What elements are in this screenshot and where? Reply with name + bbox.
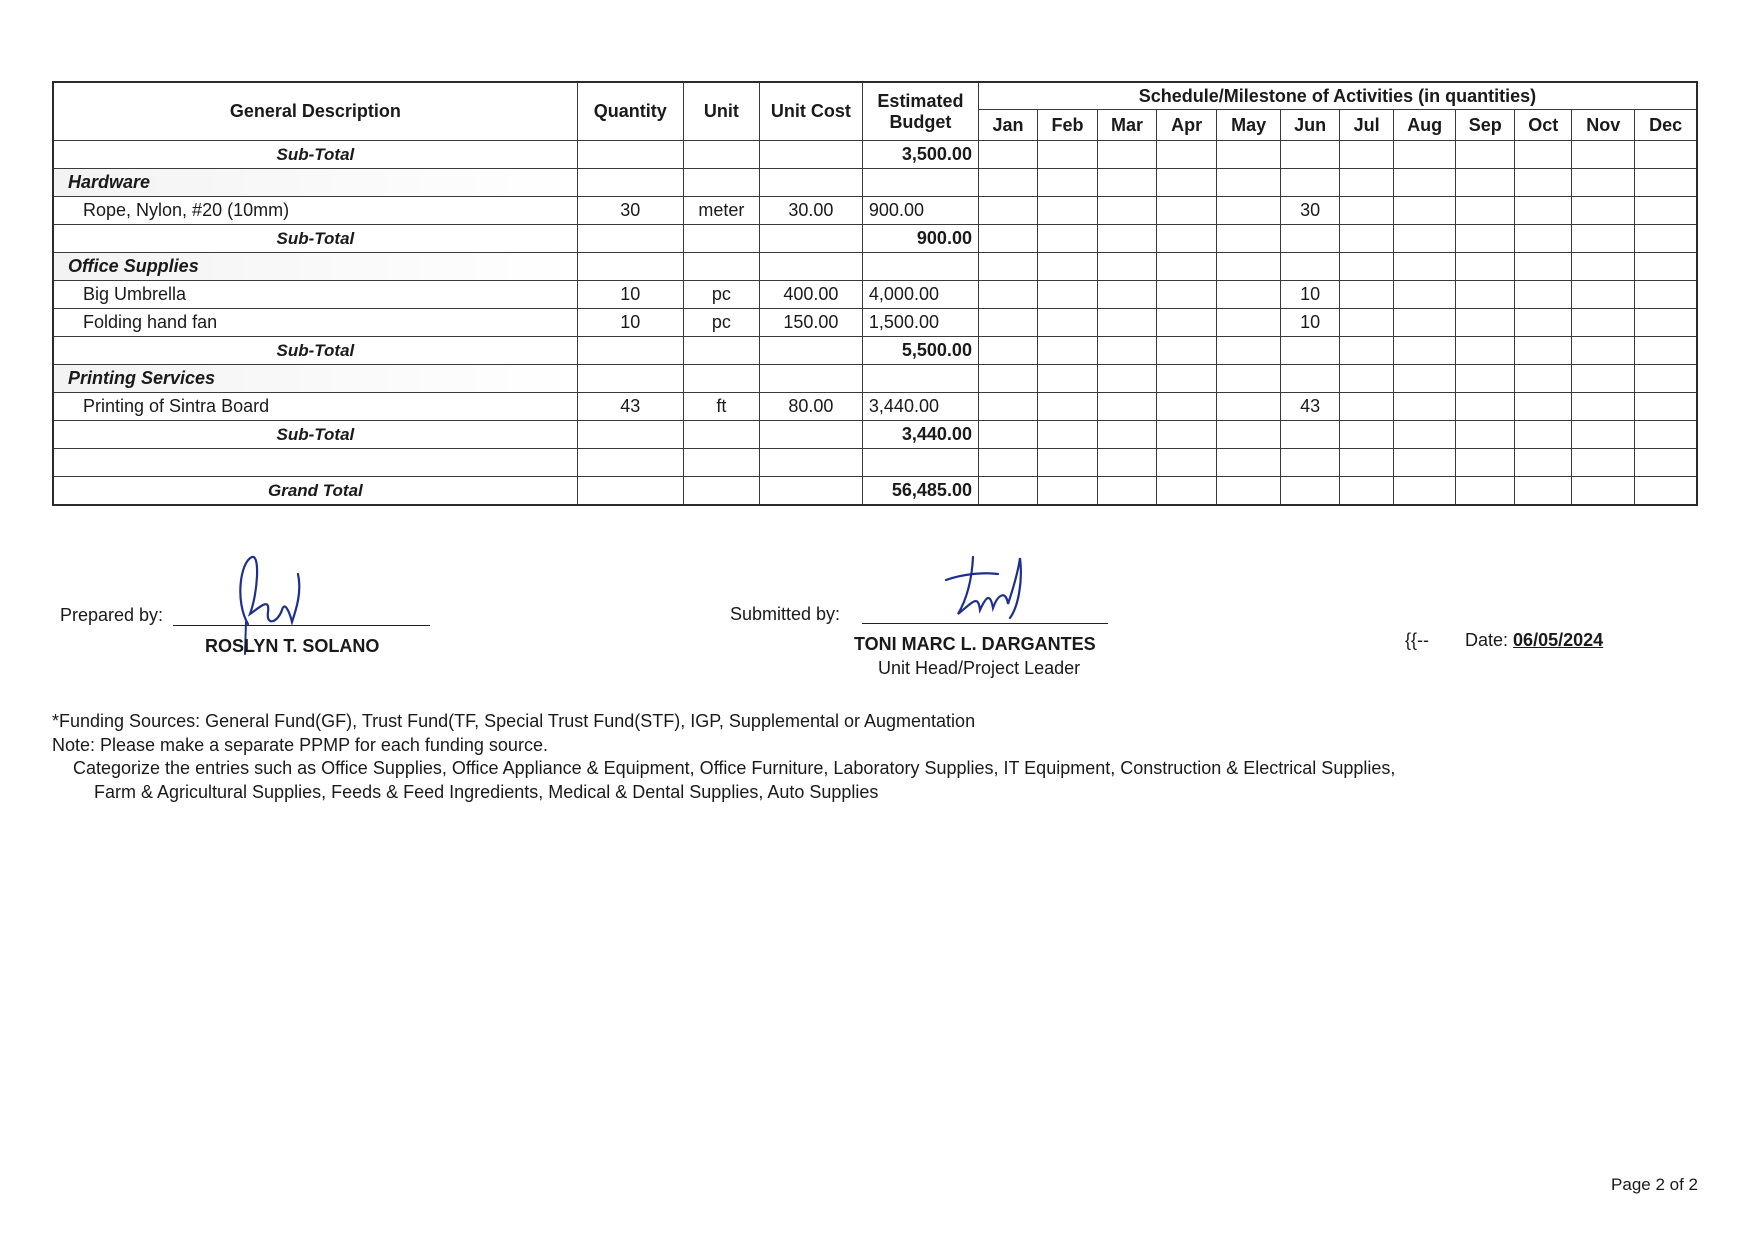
- row-label: Sub-Total: [53, 141, 577, 169]
- quantity-cell: 10: [577, 309, 683, 337]
- header-month-dec: Dec: [1635, 110, 1697, 141]
- row-label: Grand Total: [53, 477, 577, 506]
- quantity-cell: 30: [577, 197, 683, 225]
- month-cell-feb: [1038, 197, 1098, 225]
- month-cell-jun: [1281, 449, 1340, 477]
- month-cell-feb: [1038, 309, 1098, 337]
- month-cell-oct: [1515, 393, 1572, 421]
- month-cell-aug: [1394, 141, 1456, 169]
- empty-cell: [683, 253, 759, 281]
- blank-row: [53, 449, 1697, 477]
- subtotal-row: [53, 421, 1697, 449]
- month-cell-jun: 10: [1281, 309, 1340, 337]
- budget-cell: 3,440.00: [862, 393, 978, 421]
- month-cell-jan: [978, 197, 1037, 225]
- month-cell-dec: [1635, 281, 1697, 309]
- grand-total-row: [53, 477, 1697, 506]
- empty-cell: [683, 449, 759, 477]
- month-cell-apr: [1157, 225, 1217, 253]
- header-month-jan: Jan: [978, 110, 1037, 141]
- month-cell-may: [1217, 141, 1281, 169]
- budget-cell: 900.00: [862, 225, 978, 253]
- header-month-apr: Apr: [1157, 110, 1217, 141]
- month-cell-nov: [1572, 281, 1635, 309]
- month-cell-jan: [978, 253, 1037, 281]
- month-cell-dec: [1635, 477, 1697, 506]
- header-month-sep: Sep: [1456, 110, 1515, 141]
- empty-cell: [683, 365, 759, 393]
- month-cell-sep: [1456, 281, 1515, 309]
- item-row: [53, 393, 1697, 421]
- month-cell-jan: [978, 337, 1037, 365]
- month-cell-aug: [1394, 169, 1456, 197]
- month-cell-jan: [978, 141, 1037, 169]
- empty-cell: [577, 365, 683, 393]
- month-cell-aug: [1394, 365, 1456, 393]
- month-cell-mar: [1098, 169, 1157, 197]
- month-cell-may: [1217, 169, 1281, 197]
- month-cell-may: [1217, 337, 1281, 365]
- month-cell-nov: [1572, 393, 1635, 421]
- quantity-cell: [577, 337, 683, 365]
- month-cell-jun: [1281, 225, 1340, 253]
- unit-cell: [683, 337, 759, 365]
- month-cell-dec: [1635, 309, 1697, 337]
- month-cell-jul: [1340, 393, 1394, 421]
- month-cell-jul: [1340, 337, 1394, 365]
- month-cell-sep: [1456, 197, 1515, 225]
- header-month-jun: Jun: [1281, 110, 1340, 141]
- month-cell-mar: [1098, 197, 1157, 225]
- month-cell-sep: [1456, 225, 1515, 253]
- item-description: Printing of Sintra Board: [53, 393, 577, 421]
- month-cell-jul: [1340, 365, 1394, 393]
- month-cell-mar: [1098, 365, 1157, 393]
- header-estimated-line2: Budget: [889, 111, 952, 132]
- month-cell-mar: [1098, 253, 1157, 281]
- month-cell-apr: [1157, 309, 1217, 337]
- subtotal-row: [53, 141, 1697, 169]
- month-cell-sep: [1456, 337, 1515, 365]
- quantity-cell: [577, 477, 683, 506]
- month-cell-oct: [1515, 477, 1572, 506]
- month-cell-dec: [1635, 449, 1697, 477]
- month-cell-mar: [1098, 337, 1157, 365]
- quantity-cell: 10: [577, 281, 683, 309]
- submitted-by-role: Unit Head/Project Leader: [878, 658, 1081, 678]
- month-cell-apr: [1157, 477, 1217, 506]
- unit-cell: pc: [683, 281, 759, 309]
- month-cell-jul: [1340, 449, 1394, 477]
- header-quantity: Quantity: [577, 82, 683, 141]
- month-cell-feb: [1038, 337, 1098, 365]
- categorize-note-line2: Farm & Agricultural Supplies, Feeds & Feed Ingredients, Medical & Dental Supplies, Auto Supplies: [94, 781, 879, 802]
- month-cell-nov: [1572, 337, 1635, 365]
- budget-cell: 900.00: [862, 197, 978, 225]
- month-cell-feb: [1038, 449, 1098, 477]
- month-cell-aug: [1394, 449, 1456, 477]
- month-cell-aug: [1394, 337, 1456, 365]
- header-schedule: Schedule/Milestone of Activities (in quantities): [978, 82, 1697, 110]
- empty-cell: [759, 253, 862, 281]
- month-cell-jun: [1281, 337, 1340, 365]
- quantity-cell: [577, 421, 683, 449]
- item-row: [53, 281, 1697, 309]
- month-cell-may: [1217, 197, 1281, 225]
- month-cell-sep: [1456, 365, 1515, 393]
- month-cell-dec: [1635, 141, 1697, 169]
- month-cell-oct: [1515, 421, 1572, 449]
- header-month-feb: Feb: [1038, 110, 1098, 141]
- notes-block: [52, 710, 1395, 804]
- month-cell-apr: [1157, 281, 1217, 309]
- month-cell-jan: [978, 309, 1037, 337]
- month-cell-jun: 30: [1281, 197, 1340, 225]
- unit-cost-cell: [759, 421, 862, 449]
- month-cell-dec: [1635, 421, 1697, 449]
- month-cell-may: [1217, 225, 1281, 253]
- month-cell-apr: [1157, 393, 1217, 421]
- unit-cost-cell: 30.00: [759, 197, 862, 225]
- month-cell-jun: [1281, 169, 1340, 197]
- row-label: Sub-Total: [53, 337, 577, 365]
- submitted-by-name: TONI MARC L. DARGANTES: [854, 634, 1096, 654]
- month-cell-nov: [1572, 253, 1635, 281]
- date-field: [1465, 630, 1603, 651]
- unit-cost-cell: 400.00: [759, 281, 862, 309]
- unit-cell: [683, 141, 759, 169]
- month-cell-jul: [1340, 197, 1394, 225]
- month-cell-aug: [1394, 225, 1456, 253]
- page-number: Page 2 of 2: [1611, 1175, 1698, 1194]
- month-cell-may: [1217, 309, 1281, 337]
- header-unit-cost: Unit Cost: [759, 82, 862, 141]
- empty-cell: [759, 365, 862, 393]
- month-cell-sep: [1456, 449, 1515, 477]
- month-cell-dec: [1635, 253, 1697, 281]
- row-label: Sub-Total: [53, 421, 577, 449]
- unit-cell: pc: [683, 309, 759, 337]
- empty-cell: [577, 169, 683, 197]
- empty-cell: [862, 365, 978, 393]
- month-cell-nov: [1572, 197, 1635, 225]
- category-row: [53, 169, 1697, 197]
- month-cell-jun: 43: [1281, 393, 1340, 421]
- month-cell-jun: [1281, 477, 1340, 506]
- item-description: Rope, Nylon, #20 (10mm): [53, 197, 577, 225]
- month-cell-apr: [1157, 337, 1217, 365]
- prepared-by-label: Prepared by:: [60, 605, 164, 625]
- month-cell-mar: [1098, 281, 1157, 309]
- empty-cell: [759, 169, 862, 197]
- month-cell-oct: [1515, 309, 1572, 337]
- month-cell-sep: [1456, 309, 1515, 337]
- month-cell-oct: [1515, 169, 1572, 197]
- month-cell-dec: [1635, 225, 1697, 253]
- subtotal-row: [53, 225, 1697, 253]
- category-row: [53, 365, 1697, 393]
- month-cell-jul: [1340, 281, 1394, 309]
- header-month-may: May: [1217, 110, 1281, 141]
- unit-cell: [683, 225, 759, 253]
- month-cell-mar: [1098, 477, 1157, 506]
- month-cell-sep: [1456, 477, 1515, 506]
- ppmp-body: [53, 141, 1697, 506]
- header-estimated-line1: Estimated: [877, 90, 964, 111]
- month-cell-jan: [978, 421, 1037, 449]
- month-cell-apr: [1157, 197, 1217, 225]
- month-cell-jun: [1281, 141, 1340, 169]
- month-cell-aug: [1394, 281, 1456, 309]
- unit-cell: ft: [683, 393, 759, 421]
- month-cell-jan: [978, 477, 1037, 506]
- subtotal-row: [53, 337, 1697, 365]
- unit-cost-cell: [759, 337, 862, 365]
- header-month-aug: Aug: [1394, 110, 1456, 141]
- empty-cell: [862, 253, 978, 281]
- month-cell-aug: [1394, 477, 1456, 506]
- month-cell-mar: [1098, 449, 1157, 477]
- month-cell-may: [1217, 281, 1281, 309]
- budget-cell: 1,500.00: [862, 309, 978, 337]
- unit-cost-cell: 80.00: [759, 393, 862, 421]
- month-cell-dec: [1635, 169, 1697, 197]
- month-cell-sep: [1456, 169, 1515, 197]
- month-cell-mar: [1098, 421, 1157, 449]
- header-month-jul: Jul: [1340, 110, 1394, 141]
- month-cell-sep: [1456, 421, 1515, 449]
- month-cell-jan: [978, 225, 1037, 253]
- month-cell-oct: [1515, 449, 1572, 477]
- empty-cell: [577, 253, 683, 281]
- empty-cell: [862, 449, 978, 477]
- month-cell-dec: [1635, 337, 1697, 365]
- month-cell-jan: [978, 169, 1037, 197]
- month-cell-apr: [1157, 365, 1217, 393]
- month-cell-mar: [1098, 141, 1157, 169]
- month-cell-jul: [1340, 141, 1394, 169]
- month-cell-apr: [1157, 253, 1217, 281]
- empty-cell: [862, 169, 978, 197]
- month-cell-sep: [1456, 141, 1515, 169]
- date-value: 06/05/2024: [1513, 630, 1604, 650]
- month-cell-sep: [1456, 253, 1515, 281]
- month-cell-aug: [1394, 393, 1456, 421]
- month-cell-apr: [1157, 141, 1217, 169]
- month-cell-jul: [1340, 253, 1394, 281]
- month-cell-jan: [978, 281, 1037, 309]
- header-unit: Unit: [683, 82, 759, 141]
- month-cell-dec: [1635, 393, 1697, 421]
- empty-cell: [759, 449, 862, 477]
- month-cell-aug: [1394, 197, 1456, 225]
- prepared-by-name: ROSLYN T. SOLANO: [205, 636, 380, 656]
- empty-cell: [683, 169, 759, 197]
- month-cell-feb: [1038, 421, 1098, 449]
- unit-cell: meter: [683, 197, 759, 225]
- month-cell-may: [1217, 253, 1281, 281]
- category-label: Hardware: [53, 169, 577, 197]
- month-cell-jun: 10: [1281, 281, 1340, 309]
- month-cell-feb: [1038, 477, 1098, 506]
- month-cell-oct: [1515, 141, 1572, 169]
- month-cell-jul: [1340, 169, 1394, 197]
- month-cell-sep: [1456, 393, 1515, 421]
- month-cell-jul: [1340, 477, 1394, 506]
- month-cell-feb: [1038, 365, 1098, 393]
- header-estimated-budget: [862, 82, 978, 141]
- month-cell-oct: [1515, 225, 1572, 253]
- month-cell-jun: [1281, 421, 1340, 449]
- month-cell-dec: [1635, 365, 1697, 393]
- month-cell-jan: [978, 449, 1037, 477]
- item-row: [53, 309, 1697, 337]
- month-cell-nov: [1572, 225, 1635, 253]
- month-cell-aug: [1394, 421, 1456, 449]
- unit-cost-cell: [759, 225, 862, 253]
- category-label: Printing Services: [53, 365, 577, 393]
- month-cell-dec: [1635, 197, 1697, 225]
- month-cell-aug: [1394, 253, 1456, 281]
- month-cell-jul: [1340, 309, 1394, 337]
- unit-cell: [683, 477, 759, 506]
- month-cell-feb: [1038, 169, 1098, 197]
- header-month-mar: Mar: [1098, 110, 1157, 141]
- submitted-signature-image: [938, 552, 1038, 632]
- month-cell-aug: [1394, 309, 1456, 337]
- month-cell-may: [1217, 477, 1281, 506]
- category-label: Office Supplies: [53, 253, 577, 281]
- month-cell-feb: [1038, 253, 1098, 281]
- item-description: Folding hand fan: [53, 309, 577, 337]
- submitted-by-label: Submitted by:: [730, 604, 841, 624]
- month-cell-nov: [1572, 449, 1635, 477]
- month-cell-nov: [1572, 309, 1635, 337]
- budget-cell: 3,500.00: [862, 141, 978, 169]
- row-label: Sub-Total: [53, 225, 577, 253]
- categorize-note-line1: Categorize the entries such as Office Supplies, Office Appliance & Equipment, Office Furniture, Laboratory Supplies, IT Equipment, Construction & Electrical Supplies,: [73, 758, 1396, 778]
- month-cell-mar: [1098, 225, 1157, 253]
- month-cell-jul: [1340, 421, 1394, 449]
- month-cell-mar: [1098, 393, 1157, 421]
- month-cell-may: [1217, 393, 1281, 421]
- ppmp-table: [52, 81, 1698, 506]
- quantity-cell: 43: [577, 393, 683, 421]
- quantity-cell: [577, 225, 683, 253]
- header-description: General Description: [53, 82, 577, 141]
- empty-cell: [53, 449, 577, 477]
- month-cell-may: [1217, 421, 1281, 449]
- empty-cell: [577, 449, 683, 477]
- month-cell-jul: [1340, 225, 1394, 253]
- month-cell-mar: [1098, 309, 1157, 337]
- month-cell-feb: [1038, 141, 1098, 169]
- month-cell-oct: [1515, 197, 1572, 225]
- date-label: Date:: [1465, 630, 1509, 650]
- month-cell-apr: [1157, 421, 1217, 449]
- month-cell-nov: [1572, 141, 1635, 169]
- month-cell-jan: [978, 393, 1037, 421]
- month-cell-nov: [1572, 169, 1635, 197]
- month-cell-feb: [1038, 393, 1098, 421]
- month-cell-feb: [1038, 225, 1098, 253]
- budget-cell: 56,485.00: [862, 477, 978, 506]
- item-row: [53, 197, 1697, 225]
- header-month-oct: Oct: [1515, 110, 1572, 141]
- category-row: [53, 253, 1697, 281]
- unit-cost-cell: [759, 477, 862, 506]
- month-cell-oct: [1515, 337, 1572, 365]
- month-cell-jun: [1281, 253, 1340, 281]
- funding-sources-note: *Funding Sources: General Fund(GF), Trust Fund(TF, Special Trust Fund(STF), IGP, Supplemental or Augmentation: [52, 711, 976, 731]
- month-cell-oct: [1515, 281, 1572, 309]
- unit-cost-cell: [759, 141, 862, 169]
- month-cell-feb: [1038, 281, 1098, 309]
- budget-cell: 4,000.00: [862, 281, 978, 309]
- quantity-cell: [577, 141, 683, 169]
- month-cell-apr: [1157, 449, 1217, 477]
- month-cell-nov: [1572, 365, 1635, 393]
- month-cell-apr: [1157, 169, 1217, 197]
- header-month-nov: Nov: [1572, 110, 1635, 141]
- month-cell-nov: [1572, 421, 1635, 449]
- unit-cost-cell: 150.00: [759, 309, 862, 337]
- budget-cell: 5,500.00: [862, 337, 978, 365]
- separate-ppmp-note: Note: Please make a separate PPMP for each funding source.: [52, 734, 548, 755]
- template-marker: {{--: [1405, 630, 1430, 650]
- budget-cell: 3,440.00: [862, 421, 978, 449]
- item-description: Big Umbrella: [53, 281, 577, 309]
- month-cell-jun: [1281, 365, 1340, 393]
- month-cell-nov: [1572, 477, 1635, 506]
- month-cell-oct: [1515, 365, 1572, 393]
- unit-cell: [683, 421, 759, 449]
- month-cell-may: [1217, 449, 1281, 477]
- month-cell-may: [1217, 365, 1281, 393]
- month-cell-jan: [978, 365, 1037, 393]
- month-cell-oct: [1515, 253, 1572, 281]
